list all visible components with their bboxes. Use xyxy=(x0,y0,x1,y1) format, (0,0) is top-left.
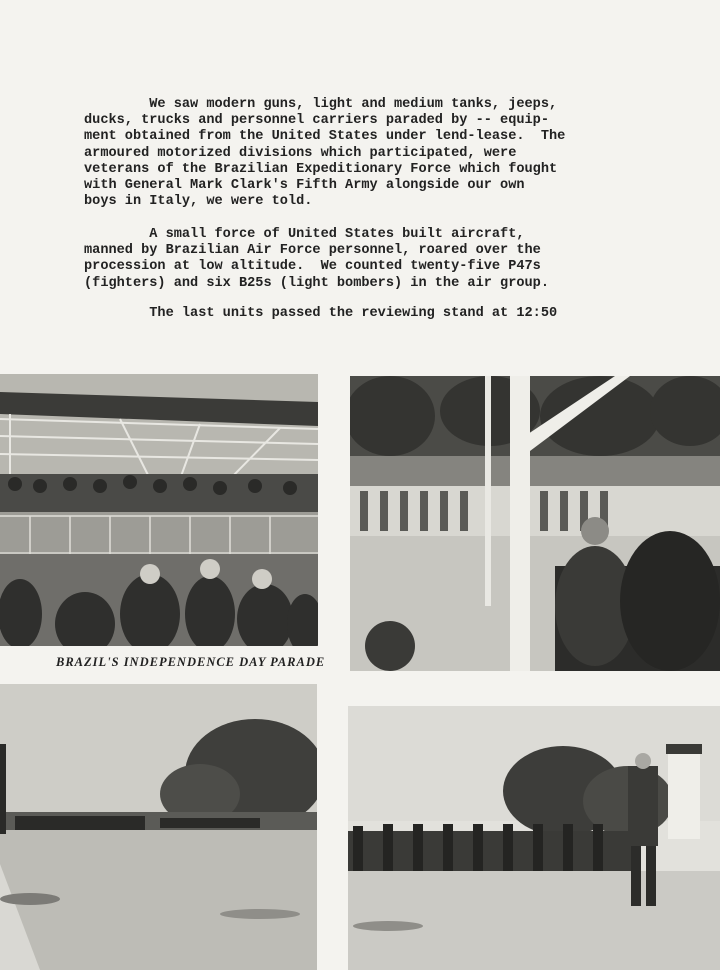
paragraph-equipment: We saw modern guns, light and medium tanks, jeeps, ducks, trucks and personnel carriers paraded by -- equip- ment obtained from the United States under lend-lease. The armoured motorized divisions which participated, were veterans of the Brazilian Expeditionary Force which fought with General Mark Clark's Fifth Army alongside our own boys in Italy, we were told. xyxy=(84,97,566,210)
photo-caption: BRAZIL'S INDEPENDENCE DAY PARADE xyxy=(56,655,326,669)
photo-troops-officer xyxy=(348,706,720,970)
paragraph-last-units: The last units passed the reviewing stand at 12:50 xyxy=(84,306,558,321)
photo-cavalry-avenue xyxy=(0,684,317,970)
photo-marching-column xyxy=(350,376,720,671)
photo-reviewing-stand xyxy=(0,374,318,646)
paragraph-aircraft: A small force of United States built aircraft, manned by Brazilian Air Force personnel, roared over the procession at low altitude. We counted twenty-five P47s (fighters) and six B25s (light bombers) in the air group. xyxy=(84,227,549,291)
